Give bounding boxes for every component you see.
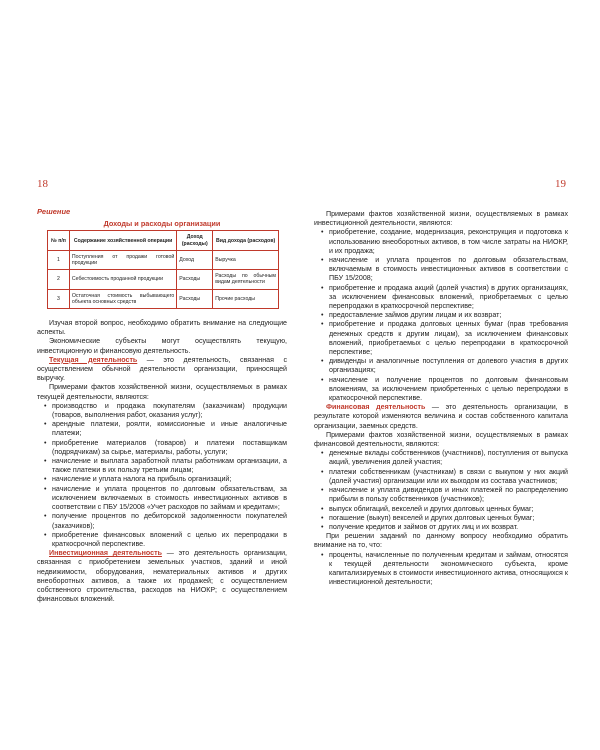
income-expense-table (47, 230, 279, 309)
table-row (48, 270, 279, 289)
list-item: • проценты, начисленные по полученным кредитам и займам, относятся к текущей деятельности экономического субъекта, кроме капитализируемых в стоимости инвестиционного актива, относящихся к инвестиционной деятельности; (314, 551, 568, 588)
header-operation: Содержание хозяйственной операции (69, 231, 176, 250)
list-item: • приобретение материалов (товаров) и платежи поставщикам (подрядчикам) за сырье, материалы, работы, услуги; (37, 439, 287, 457)
table-header-row (48, 231, 279, 250)
list-item: • получение процентов по дебиторской задолженности покупателей (заказчиков); (37, 512, 287, 530)
paragraph: Примерами фактов хозяйственной жизни, осуществляемых в рамках финансовой деятельности, являются: (314, 430, 568, 449)
list-item: • дивиденды и аналогичные поступления от долевого участия в других организациях; (314, 357, 568, 375)
table-cell: Прочие расходы (213, 289, 279, 308)
right-page-text (314, 210, 568, 587)
header-number: № п/п (48, 231, 70, 250)
table-caption: Доходы и расходы организации (103, 219, 221, 229)
financial-activity-list (314, 449, 568, 532)
list-item: • выпуск облигаций, векселей и других долговых ценных бумаг; (314, 505, 568, 514)
table-cell: Доход (177, 250, 213, 269)
list-item: • начисление и получение процентов по долговым финансовым вложениям, за исключением приобретенных с целью перепродажи в краткосрочной перспективе. (314, 376, 568, 404)
left-page-text (37, 207, 287, 604)
table-cell: 1 (48, 250, 70, 269)
table-row (48, 250, 279, 269)
definition-current (37, 356, 287, 384)
list-item: • платежи собственникам (участникам) в связи с выкупом у них акций (долей участия) организации или их выходом из состава участников; (314, 468, 568, 486)
table-cell: Себестоимость проданной продукции (69, 270, 176, 289)
paragraph: При решении заданий по данному вопросу необходимо обратить внимание на то, что: (314, 532, 568, 550)
term-financial-activity: Финансовая деятельность (326, 403, 426, 412)
list-item: • получение кредитов и займов от других лиц и их возврат. (314, 523, 568, 532)
term-current-activity: Текущая деятельность (49, 355, 138, 364)
notes-list (314, 551, 568, 588)
list-item: • приобретение и продажа долговых ценных бумаг (прав требования денежных средств к другим лицам), за исключением финансовых вложений, приобретаемых с целью перепродажи в краткосрочной перспективе; (314, 320, 568, 357)
definition-investment (37, 549, 287, 604)
list-item: • приобретение, создание, модернизация, реконструкция и подготовка к использованию внеоборотных активов, в том числе затраты на НИОКР, и их продажа; (314, 228, 568, 256)
table-cell: Поступления от продажи готовой продукции (69, 250, 176, 269)
current-activity-list (37, 402, 287, 549)
definition-financial (314, 403, 568, 431)
paragraph: Экономические субъекты могут осуществлять текущую, инвестиционную и финансовую деятельность. (37, 337, 287, 355)
table-cell: Расходы (177, 289, 213, 308)
header-type: Вид дохода (расходов) (213, 231, 279, 250)
list-item: • начисление и уплата процентов по долговым обязательствам, включаемым в стоимость инвестиционных активов в соответствии с ПБУ 15/2008; (314, 256, 568, 284)
header-income-expense: Доход (расходы) (177, 231, 213, 250)
table-cell: Расходы (177, 270, 213, 289)
page-number-right: 19 (555, 178, 566, 190)
list-item: • начисление и уплата процентов по долговым обязательствам, за исключением включаемых в стоимость инвестиционных активов в соответствии с ПБУ 15/2008 «Учет расходов по займам и кредитам»; (37, 485, 287, 513)
table-cell: 3 (48, 289, 70, 308)
table-cell: 2 (48, 270, 70, 289)
list-item: • арендные платежи, роялти, комиссионные и иные аналогичные платежи; (37, 420, 287, 438)
paragraph: Примерами фактов хозяйственной жизни, осуществляемых в рамках текущей деятельности, являются: (37, 383, 287, 401)
solution-heading: Решение (37, 207, 71, 216)
definition-text: — это деятельность организации, связанная с приобретением земельных участков, зданий и иной недвижимости, оборудования, нематериальных активов и других внеоборотных активов, а также их продажей; с осуществлением собственного строительства, расходов на НИОКР; с осуществлением финансовых вложений. (37, 549, 288, 604)
list-item: • предоставление займов другим лицам и их возврат; (314, 311, 568, 320)
list-item: • приобретение финансовых вложений с целью их перепродажи в краткосрочной перспективе. (37, 531, 287, 549)
list-item: • денежные вклады собственников (участников), поступления от выпуска акций, увеличения долей участия; (314, 449, 568, 467)
list-item: • погашение (выкуп) векселей и других долговых ценных бумаг; (314, 514, 568, 523)
table-cell: Расходы по обычным видам деятельности (213, 270, 279, 289)
investment-activity-list (314, 228, 568, 403)
table-cell: Остаточная стоимость выбывающего объекта основных средств (69, 289, 176, 308)
table-cell: Выручка (213, 250, 279, 269)
list-item: • начисление и уплата налога на прибыль организаций; (37, 475, 287, 484)
term-investment-activity: Инвестиционная деятельность (49, 549, 162, 558)
paragraph: Примерами фактов хозяйственной жизни, осуществляемых в рамках инвестиционной деятельности, являются: (314, 210, 568, 228)
definition-text: — это деятельность организации, в результате которой изменяются величина и состав собственного капитала организации, заемных средств. (314, 403, 568, 430)
list-item: • начисление и уплата дивидендов и иных платежей по распределению прибыли в пользу собственников (участников); (314, 486, 568, 504)
paragraph: Изучая второй вопрос, необходимо обратить внимание на следующие аспекты. (37, 319, 287, 337)
page-number-left: 18 (37, 178, 48, 190)
definition-text: — это деятельность, связанная с осуществлением обычной деятельности организации, приносящей выручку. (37, 355, 287, 383)
list-item: • приобретение и продажа акций (долей участия) в других организациях, за исключением финансовых вложений, приобретаемых с целью перепродажи в краткосрочной перспективе; (314, 284, 568, 312)
list-item: • начисление и выплата заработной платы работникам организации, а также платежи в их пользу третьим лицам; (37, 457, 287, 475)
table-row (48, 289, 279, 308)
list-item: • производство и продажа покупателям (заказчикам) продукции (товаров, выполнения работ, оказания услуг); (37, 402, 287, 420)
